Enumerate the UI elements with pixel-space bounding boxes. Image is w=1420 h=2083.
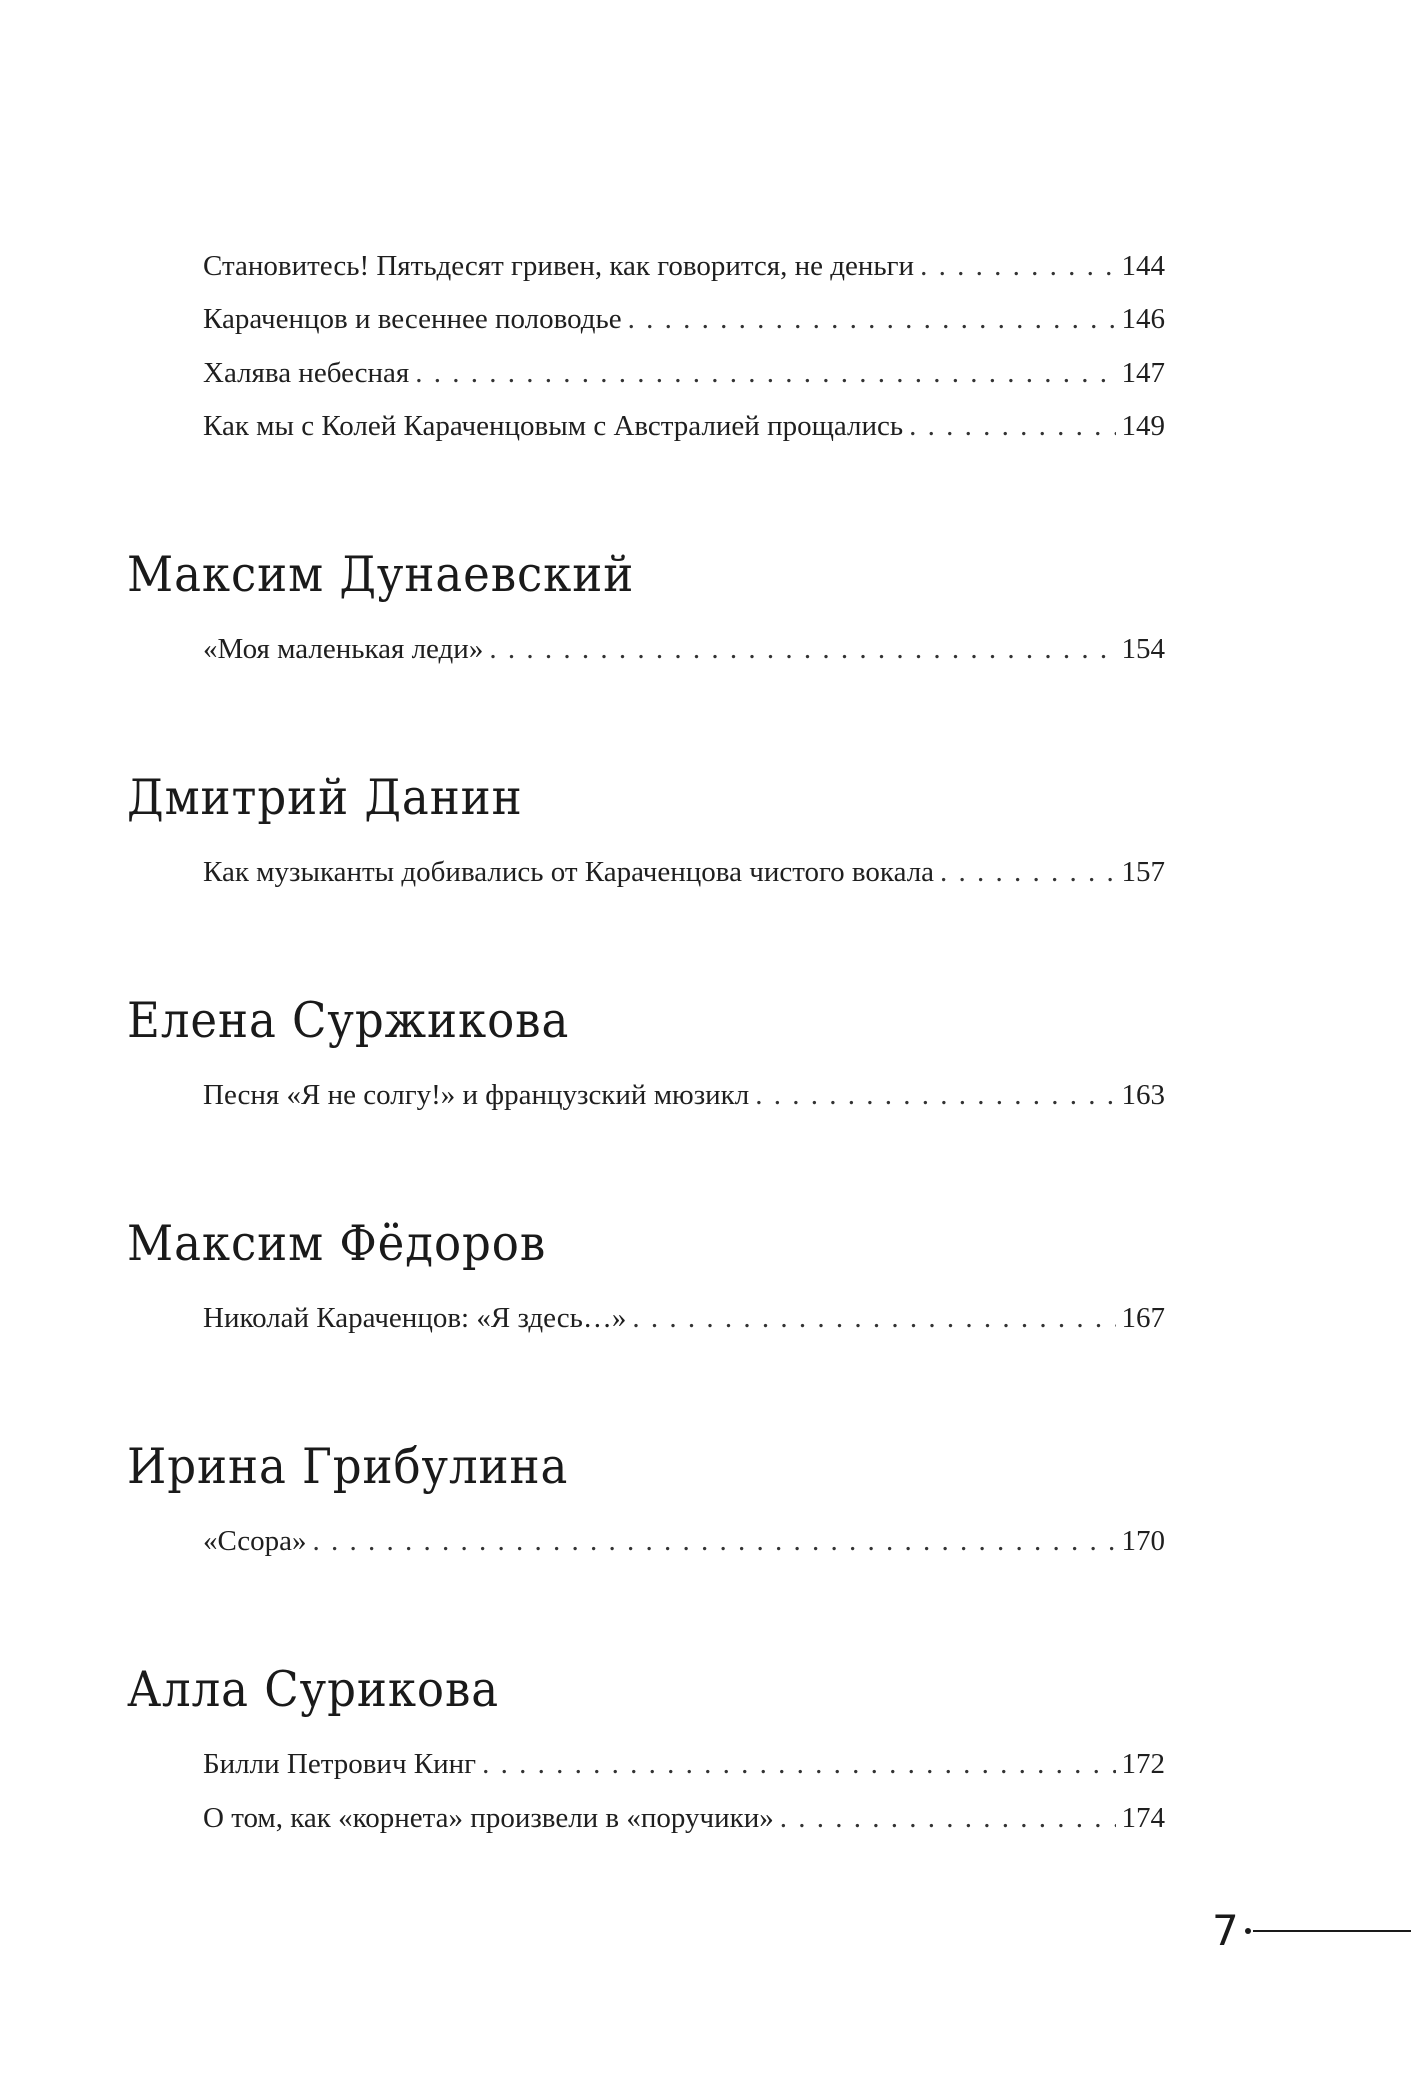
- toc-entry-title: Халява небесная: [203, 357, 410, 389]
- toc-entry-page: 146: [1121, 303, 1165, 335]
- section-author: Дмитрий Данин: [127, 769, 523, 826]
- folio-dot-icon: [1245, 1928, 1251, 1934]
- toc-entry-title: Как музыканты добивались от Караченцова чистого вокала: [203, 856, 935, 888]
- toc-entry: [203, 1075, 1165, 1115]
- toc-entry-title: Как мы с Колей Караченцовым с Австралией прощались: [203, 410, 904, 442]
- dot-leader: [909, 406, 1115, 446]
- toc-entry: [203, 852, 1165, 892]
- folio-rule: [1253, 1930, 1411, 1932]
- toc-entry: [203, 299, 1165, 339]
- dot-leader: [415, 353, 1115, 393]
- toc-entry-title: Песня «Я не солгу!» и французский мюзикл: [203, 1079, 750, 1111]
- toc-entry-page: 157: [1121, 856, 1165, 888]
- toc-entry: [203, 246, 1165, 286]
- toc-entry-page: 147: [1121, 357, 1165, 389]
- toc-entry-page: 163: [1121, 1079, 1165, 1111]
- dot-leader: [755, 1075, 1115, 1115]
- toc-entry-page: 172: [1121, 1748, 1165, 1780]
- section-author: Максим Дунаевский: [127, 546, 635, 603]
- section-author: Алла Сурикова: [127, 1661, 500, 1718]
- dot-leader: [482, 1744, 1115, 1784]
- toc-entry: [203, 1798, 1165, 1838]
- toc-entry-page: 170: [1121, 1525, 1165, 1557]
- toc-entry-page: 149: [1121, 410, 1165, 442]
- toc-entry: [203, 1744, 1165, 1784]
- dot-leader: [628, 299, 1116, 339]
- dot-leader: [920, 246, 1115, 286]
- toc-entry-title: Николай Караченцов: «Я здесь…»: [203, 1302, 627, 1334]
- toc-entry-title: Становитесь! Пятьдесят гривен, как говорится, не деньги: [203, 250, 915, 282]
- section-author: Максим Фёдоров: [127, 1215, 547, 1272]
- page-folio: [1212, 1906, 1412, 1956]
- toc-entry-title: «Моя маленькая леди»: [203, 633, 484, 665]
- section-author: Ирина Грибулина: [127, 1438, 569, 1495]
- toc-entry-page: 167: [1121, 1302, 1165, 1334]
- toc-entry: [203, 1521, 1165, 1561]
- dot-leader: [940, 852, 1115, 892]
- toc-entry-page: 144: [1121, 250, 1165, 282]
- toc-entry-page: 174: [1121, 1802, 1165, 1834]
- dot-leader: [632, 1298, 1115, 1338]
- toc-entry: [203, 629, 1165, 669]
- page-number: 7: [1212, 1906, 1239, 1955]
- dot-leader: [312, 1521, 1115, 1561]
- toc-entry-title: Билли Петрович Кинг: [203, 1748, 477, 1780]
- toc-entry: [203, 406, 1165, 446]
- toc-entry-title: О том, как «корнета» произвели в «поручики»: [203, 1802, 774, 1834]
- toc-entry-title: «Ссора»: [203, 1525, 307, 1557]
- section-author: Елена Суржикова: [127, 992, 570, 1049]
- toc-entry-title: Караченцов и весеннее половодье: [203, 303, 622, 335]
- toc-entry: [203, 1298, 1165, 1338]
- toc-entry-page: 154: [1121, 633, 1165, 665]
- toc-entry: [203, 353, 1165, 393]
- dot-leader: [780, 1798, 1116, 1838]
- dot-leader: [489, 629, 1115, 669]
